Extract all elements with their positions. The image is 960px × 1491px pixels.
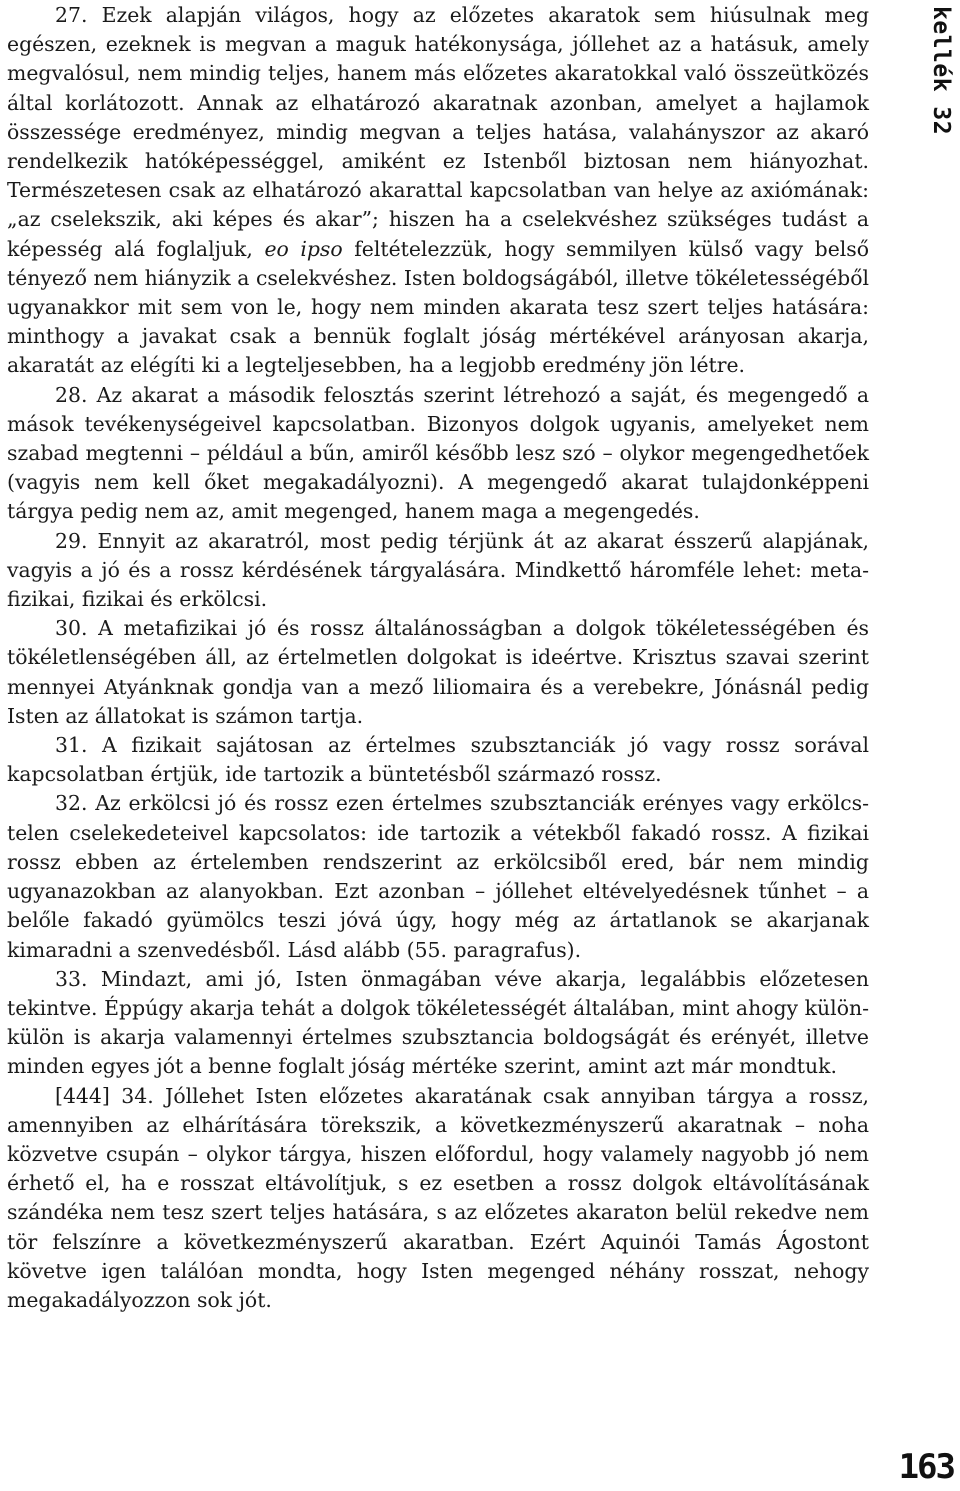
paragraph-32: 32. Az erkölcsi jó és rossz ezen értelmes szubsztanciák erényes vagy erkölcstelen cselekedeteivel kapcsolatos: ide tartozik a vétekből fakadó rossz. A fizikai rossz ebben az értelemben rendszerint az erkölcsiből ered, bár nem mindig ugyanazokban az alanyokban. Ezt azonban – jóllehet eltévelyedésnek tűnhet – a belőle fakadó gyümölcs teszi jóvá úgy, hogy még az ártatlanok se akarjanak kimaradni a szenvedésből. Lásd alább (55. paragrafus). [7, 791, 869, 962]
paragraph-27-continuation: feltételezzük, hogy semmilyen külső vagy belső tényező nem hiányzik a cselekvéshez. Isten boldogságából, illetve tökéletességéből ugyanakkor mit sem von le, hogy nem minden akarata tesz szert teljes hatására: minthogy a javakat csak a bennük foglalt jóság mértékével arányosan akarja, akaratát az elégíti ki a legteljesebben, ha a legjobb eredmény jön létre. [7, 236, 870, 378]
paragraph-27-text: 27. Ezek alapján világos, hogy az előzetes akaratok sem hiúsulnak meg egészen, ezeknek is megvan a maguk hatékonysága, jóllehet az a hatásuk, amely megvalósul, nem mindig teljes, hanem más előzetes akaratokkal való összeütközés által korlátozott. Annak az elhatározó akaratnak azonban, amelyet a hajlamok összessége eredményez, mindig megvan a teljes hatása, valahányszor az akaró rendelkezik hatóképességgel, amiként ez Istenből biztosan nem hiányozhat. Természetesen csak az elhatározó akarattal kapcsolatban van helye az axiómának: „az cselekszik, aki képes és akar”; hiszen ha a cselekvéshez szükséges tudást a képesség alá foglaljuk, [7, 3, 869, 261]
paragraph-34: [444] 34. Jóllehet Isten előzetes akaratának csak annyiban tárgya a rossz, amennyiben az elhárítására törekszik, a következményszerű akaratnak – noha közvetve csupán – olykor tárgya, hiszen előfordul, hogy valamely nagyobb jó nem érhető el, ha e rosszat eltávolítjuk, s ez esetben a rossz dolgok eltávolításának szándéka nem tesz szert teljes hatására, s az előzetes akaraton belül rekedve nem tör felszínre a következményszerű akaratban. Ezért Aquinói Tamás Ágostont követve igen találóan mondta, hogy Isten megenged néhány rosszat, nehogy megakadályozzon sok jót. [7, 1083, 869, 1312]
paragraph-33: 33. Mindazt, ami jó, Isten önmagában véve akarja, legalábbis előzetesen tekintve. Éppúgy akarja tehát a dolgok tökéletességét általában, mint ahogy külön-külön is akarja valamennyi értelmes szubsztancia boldogságát és erényét, illetve minden egyes jót a benne foglalt jóság mértéke szerint, amint azt már mondtuk. [7, 966, 869, 1079]
latin-phrase: eo ipso [264, 236, 343, 261]
paragraph-28: 28. Az akarat a második felosztás szerint létrehozó a saját, és megengedő a mások tevékenységeivel kapcsolatban. Bizonyos dolgok ugyanis, amelyeket nem szabad megtenni – például a bűn, amiről később lesz szó – olykor megengedhetőek (vagyis nem kell őket megakadályozni). A megengedő akarat tulajdonképpeni tárgya pedig nem az, amit megenged, hanem maga a megengedés. [7, 382, 869, 524]
paragraph-31: 31. A fizikait sajátosan az értelmes szubsztanciák jó vagy rossz sorával kapcsolatban értjük, ide tartozik a büntetésből származó rossz. [7, 733, 869, 787]
running-header-title: kellék 32 [928, 6, 954, 136]
running-header [928, 6, 952, 156]
body-text [7, 1, 869, 1315]
paragraph-27 [7, 1, 869, 381]
paragraph-29: 29. Ennyit az akaratról, most pedig térjünk át az akarat ésszerű alapjának, vagyis a jó és a rossz kérdésének tárgyalására. Mindkettő háromféle lehet: metafizikai, fizikai és erkölcsi. [7, 528, 869, 612]
page-number: 163 [898, 1447, 954, 1487]
paragraph-30: 30. A metafizikai jó és rossz általánosságban a dolgok tökéletességében és tökéletlenségében áll, az értelmetlen dolgokat is ideértve. Krisztus szavai szerint mennyei Atyánknak gondja van a mező liliomaira és a verebekre, Jónásnál pedig Isten az állatokat is számon tartja. [7, 616, 869, 728]
